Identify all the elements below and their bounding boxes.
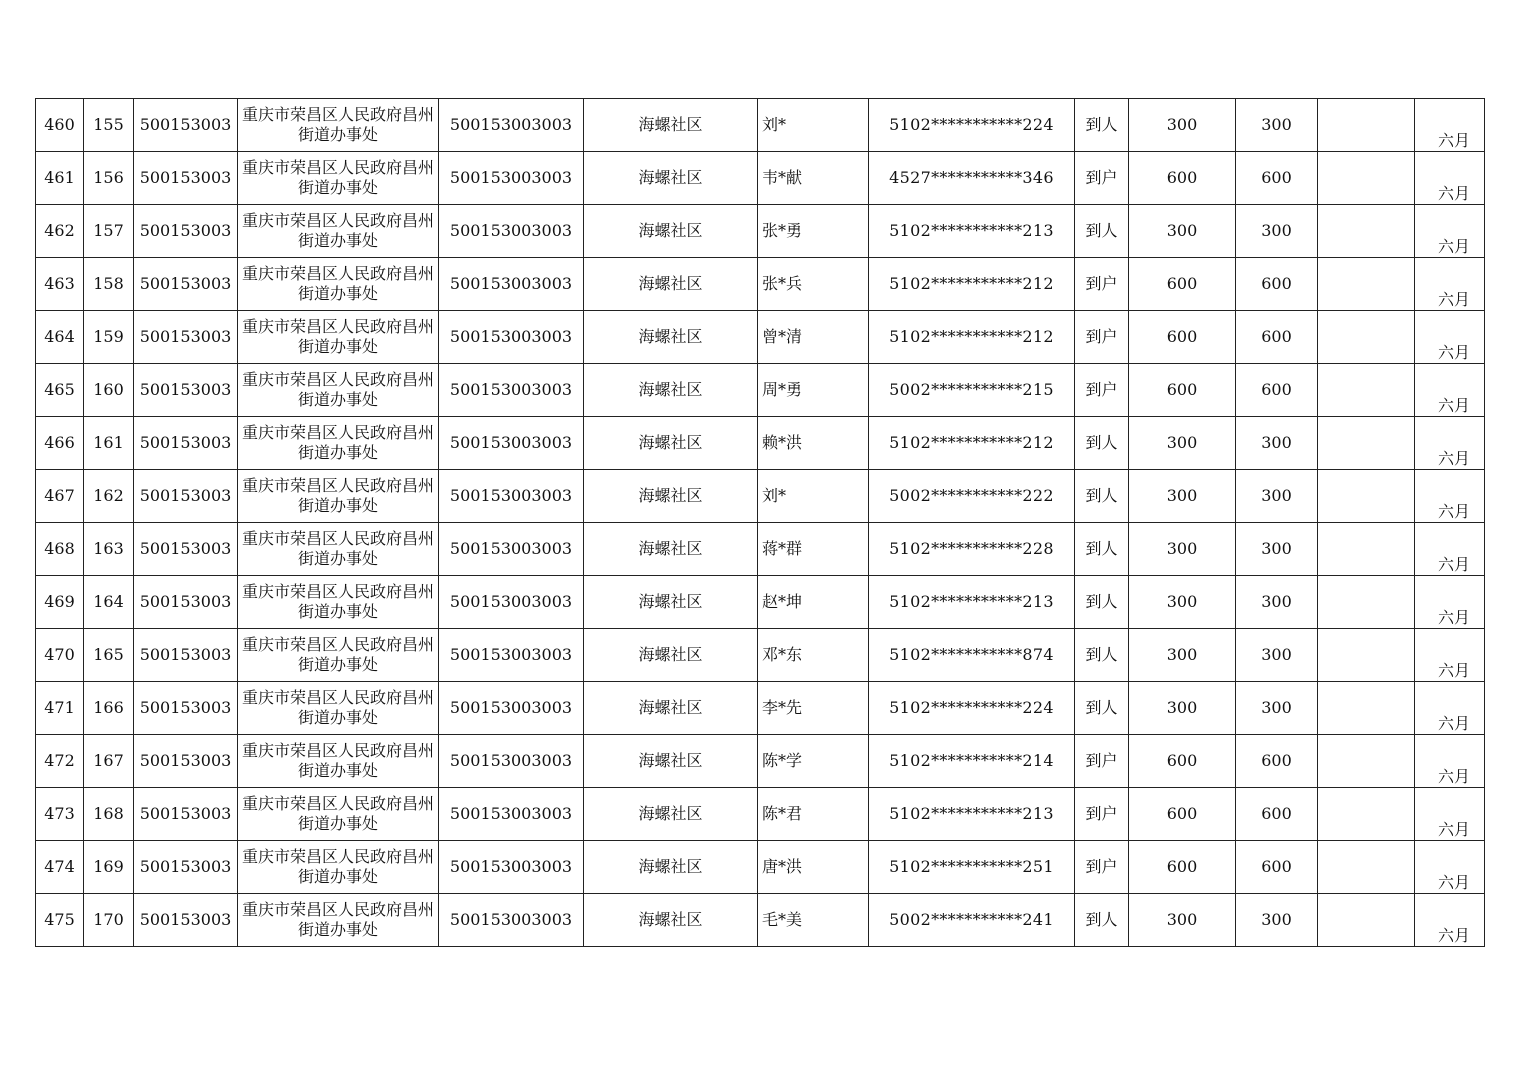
cell-amount: 300: [1129, 894, 1236, 947]
cell-name: 张*兵: [758, 258, 869, 311]
cell-type: 到户: [1075, 311, 1129, 364]
cell-amount: 300: [1129, 629, 1236, 682]
cell-note: [1318, 311, 1415, 364]
cell-id-number: 5102***********874: [869, 629, 1075, 682]
subsidy-table: [35, 98, 1485, 947]
cell-org: 重庆市荣昌区人民政府昌州街道办事处: [238, 470, 439, 523]
cell-id-number: 5102***********212: [869, 258, 1075, 311]
cell-community: 海螺社区: [584, 364, 758, 417]
cell-month: 六月: [1415, 788, 1485, 841]
cell-org: 重庆市荣昌区人民政府昌州街道办事处: [238, 205, 439, 258]
cell-org: 重庆市荣昌区人民政府昌州街道办事处: [238, 417, 439, 470]
cell-amount-total: 600: [1236, 735, 1318, 788]
cell-id-number: 5102***********224: [869, 99, 1075, 152]
cell-amount: 300: [1129, 576, 1236, 629]
cell-name: 陈*学: [758, 735, 869, 788]
cell-seq: 469: [36, 576, 84, 629]
table-row: [36, 417, 1485, 470]
cell-id-number: 5102***********212: [869, 417, 1075, 470]
cell-community: 海螺社区: [584, 99, 758, 152]
cell-note: [1318, 682, 1415, 735]
cell-village-code: 500153003003: [439, 523, 584, 576]
cell-month: 六月: [1415, 841, 1485, 894]
cell-community: 海螺社区: [584, 735, 758, 788]
cell-type: 到人: [1075, 470, 1129, 523]
cell-seq: 470: [36, 629, 84, 682]
cell-name: 蒋*群: [758, 523, 869, 576]
cell-village-code: 500153003003: [439, 364, 584, 417]
cell-no: 170: [84, 894, 134, 947]
cell-name: 邓*东: [758, 629, 869, 682]
table-row: [36, 788, 1485, 841]
table-row: [36, 311, 1485, 364]
cell-no: 158: [84, 258, 134, 311]
table-row: [36, 682, 1485, 735]
table-row: [36, 735, 1485, 788]
cell-org: 重庆市荣昌区人民政府昌州街道办事处: [238, 364, 439, 417]
table-row: [36, 258, 1485, 311]
cell-note: [1318, 629, 1415, 682]
cell-amount-total: 300: [1236, 470, 1318, 523]
cell-code: 500153003: [134, 364, 238, 417]
cell-village-code: 500153003003: [439, 629, 584, 682]
cell-code: 500153003: [134, 99, 238, 152]
cell-no: 162: [84, 470, 134, 523]
cell-no: 163: [84, 523, 134, 576]
cell-org: 重庆市荣昌区人民政府昌州街道办事处: [238, 523, 439, 576]
cell-amount: 600: [1129, 841, 1236, 894]
cell-code: 500153003: [134, 470, 238, 523]
cell-note: [1318, 364, 1415, 417]
cell-amount-total: 600: [1236, 311, 1318, 364]
cell-village-code: 500153003003: [439, 576, 584, 629]
cell-seq: 466: [36, 417, 84, 470]
cell-note: [1318, 152, 1415, 205]
cell-amount: 600: [1129, 364, 1236, 417]
cell-amount-total: 600: [1236, 788, 1318, 841]
cell-no: 159: [84, 311, 134, 364]
cell-id-number: 5102***********213: [869, 788, 1075, 841]
cell-org: 重庆市荣昌区人民政府昌州街道办事处: [238, 894, 439, 947]
cell-id-number: 5002***********215: [869, 364, 1075, 417]
cell-month: 六月: [1415, 417, 1485, 470]
cell-amount: 600: [1129, 735, 1236, 788]
cell-community: 海螺社区: [584, 470, 758, 523]
cell-amount-total: 300: [1236, 99, 1318, 152]
cell-seq: 468: [36, 523, 84, 576]
cell-name: 张*勇: [758, 205, 869, 258]
cell-village-code: 500153003003: [439, 470, 584, 523]
cell-name: 周*勇: [758, 364, 869, 417]
cell-name: 赖*洪: [758, 417, 869, 470]
cell-no: 155: [84, 99, 134, 152]
cell-no: 166: [84, 682, 134, 735]
table-row: [36, 364, 1485, 417]
cell-type: 到户: [1075, 258, 1129, 311]
table-row: [36, 99, 1485, 152]
cell-amount: 600: [1129, 788, 1236, 841]
cell-type: 到人: [1075, 205, 1129, 258]
cell-amount-total: 300: [1236, 894, 1318, 947]
cell-code: 500153003: [134, 311, 238, 364]
cell-village-code: 500153003003: [439, 258, 584, 311]
cell-code: 500153003: [134, 258, 238, 311]
cell-code: 500153003: [134, 629, 238, 682]
cell-type: 到人: [1075, 682, 1129, 735]
cell-code: 500153003: [134, 576, 238, 629]
table-row: [36, 205, 1485, 258]
cell-code: 500153003: [134, 841, 238, 894]
cell-note: [1318, 417, 1415, 470]
table-row: [36, 629, 1485, 682]
cell-amount: 600: [1129, 311, 1236, 364]
cell-type: 到户: [1075, 364, 1129, 417]
cell-type: 到人: [1075, 576, 1129, 629]
cell-code: 500153003: [134, 523, 238, 576]
cell-name: 唐*洪: [758, 841, 869, 894]
cell-type: 到人: [1075, 523, 1129, 576]
cell-org: 重庆市荣昌区人民政府昌州街道办事处: [238, 152, 439, 205]
cell-name: 刘*: [758, 470, 869, 523]
cell-org: 重庆市荣昌区人民政府昌州街道办事处: [238, 311, 439, 364]
cell-community: 海螺社区: [584, 894, 758, 947]
cell-type: 到人: [1075, 417, 1129, 470]
cell-code: 500153003: [134, 788, 238, 841]
cell-id-number: 5102***********251: [869, 841, 1075, 894]
cell-month: 六月: [1415, 470, 1485, 523]
cell-amount-total: 600: [1236, 841, 1318, 894]
cell-amount: 300: [1129, 523, 1236, 576]
cell-village-code: 500153003003: [439, 682, 584, 735]
cell-note: [1318, 99, 1415, 152]
cell-month: 六月: [1415, 629, 1485, 682]
cell-code: 500153003: [134, 152, 238, 205]
cell-id-number: 5102***********213: [869, 576, 1075, 629]
cell-village-code: 500153003003: [439, 417, 584, 470]
cell-seq: 467: [36, 470, 84, 523]
cell-note: [1318, 205, 1415, 258]
cell-village-code: 500153003003: [439, 99, 584, 152]
cell-community: 海螺社区: [584, 841, 758, 894]
cell-village-code: 500153003003: [439, 735, 584, 788]
cell-seq: 460: [36, 99, 84, 152]
cell-org: 重庆市荣昌区人民政府昌州街道办事处: [238, 258, 439, 311]
cell-id-number: 5102***********224: [869, 682, 1075, 735]
cell-community: 海螺社区: [584, 788, 758, 841]
cell-note: [1318, 788, 1415, 841]
cell-name: 陈*君: [758, 788, 869, 841]
cell-name: 刘*: [758, 99, 869, 152]
cell-community: 海螺社区: [584, 682, 758, 735]
cell-seq: 472: [36, 735, 84, 788]
cell-amount-total: 300: [1236, 417, 1318, 470]
cell-month: 六月: [1415, 576, 1485, 629]
cell-id-number: 5002***********241: [869, 894, 1075, 947]
table-row: [36, 470, 1485, 523]
cell-seq: 461: [36, 152, 84, 205]
cell-id-number: 5102***********213: [869, 205, 1075, 258]
cell-seq: 473: [36, 788, 84, 841]
table-row: [36, 894, 1485, 947]
cell-village-code: 500153003003: [439, 841, 584, 894]
cell-code: 500153003: [134, 735, 238, 788]
cell-no: 160: [84, 364, 134, 417]
cell-type: 到人: [1075, 894, 1129, 947]
cell-community: 海螺社区: [584, 576, 758, 629]
cell-seq: 463: [36, 258, 84, 311]
cell-type: 到户: [1075, 735, 1129, 788]
cell-village-code: 500153003003: [439, 311, 584, 364]
cell-month: 六月: [1415, 735, 1485, 788]
cell-month: 六月: [1415, 205, 1485, 258]
cell-amount: 300: [1129, 417, 1236, 470]
cell-amount-total: 300: [1236, 682, 1318, 735]
cell-village-code: 500153003003: [439, 205, 584, 258]
cell-org: 重庆市荣昌区人民政府昌州街道办事处: [238, 682, 439, 735]
cell-org: 重庆市荣昌区人民政府昌州街道办事处: [238, 99, 439, 152]
cell-amount-total: 300: [1236, 576, 1318, 629]
cell-amount-total: 300: [1236, 629, 1318, 682]
cell-month: 六月: [1415, 682, 1485, 735]
cell-note: [1318, 841, 1415, 894]
cell-org: 重庆市荣昌区人民政府昌州街道办事处: [238, 735, 439, 788]
cell-village-code: 500153003003: [439, 152, 584, 205]
cell-community: 海螺社区: [584, 629, 758, 682]
cell-type: 到户: [1075, 152, 1129, 205]
cell-community: 海螺社区: [584, 258, 758, 311]
cell-month: 六月: [1415, 258, 1485, 311]
cell-no: 167: [84, 735, 134, 788]
cell-seq: 474: [36, 841, 84, 894]
cell-code: 500153003: [134, 205, 238, 258]
cell-seq: 464: [36, 311, 84, 364]
cell-community: 海螺社区: [584, 523, 758, 576]
table-row: [36, 152, 1485, 205]
cell-amount: 600: [1129, 258, 1236, 311]
cell-note: [1318, 258, 1415, 311]
cell-code: 500153003: [134, 417, 238, 470]
cell-org: 重庆市荣昌区人民政府昌州街道办事处: [238, 576, 439, 629]
cell-id-number: 5102***********228: [869, 523, 1075, 576]
cell-community: 海螺社区: [584, 152, 758, 205]
table-body: [36, 99, 1485, 947]
cell-note: [1318, 523, 1415, 576]
cell-name: 毛*美: [758, 894, 869, 947]
cell-amount: 300: [1129, 99, 1236, 152]
cell-note: [1318, 735, 1415, 788]
cell-no: 168: [84, 788, 134, 841]
cell-amount-total: 300: [1236, 205, 1318, 258]
cell-no: 157: [84, 205, 134, 258]
cell-org: 重庆市荣昌区人民政府昌州街道办事处: [238, 788, 439, 841]
cell-name: 李*先: [758, 682, 869, 735]
cell-type: 到户: [1075, 788, 1129, 841]
cell-code: 500153003: [134, 682, 238, 735]
cell-seq: 471: [36, 682, 84, 735]
cell-community: 海螺社区: [584, 311, 758, 364]
cell-code: 500153003: [134, 894, 238, 947]
table-row: [36, 523, 1485, 576]
cell-id-number: 5102***********214: [869, 735, 1075, 788]
cell-month: 六月: [1415, 894, 1485, 947]
cell-amount: 300: [1129, 682, 1236, 735]
cell-no: 169: [84, 841, 134, 894]
cell-name: 曾*清: [758, 311, 869, 364]
cell-type: 到人: [1075, 629, 1129, 682]
cell-org: 重庆市荣昌区人民政府昌州街道办事处: [238, 629, 439, 682]
cell-amount: 300: [1129, 205, 1236, 258]
cell-month: 六月: [1415, 152, 1485, 205]
cell-note: [1318, 576, 1415, 629]
cell-month: 六月: [1415, 523, 1485, 576]
cell-community: 海螺社区: [584, 205, 758, 258]
table-row: [36, 576, 1485, 629]
cell-name: 韦*献: [758, 152, 869, 205]
cell-id-number: 5002***********222: [869, 470, 1075, 523]
cell-amount: 300: [1129, 470, 1236, 523]
cell-note: [1318, 470, 1415, 523]
cell-amount-total: 300: [1236, 523, 1318, 576]
cell-month: 六月: [1415, 364, 1485, 417]
cell-month: 六月: [1415, 311, 1485, 364]
cell-amount-total: 600: [1236, 258, 1318, 311]
cell-type: 到户: [1075, 841, 1129, 894]
cell-seq: 462: [36, 205, 84, 258]
cell-no: 156: [84, 152, 134, 205]
cell-no: 164: [84, 576, 134, 629]
cell-type: 到人: [1075, 99, 1129, 152]
cell-seq: 465: [36, 364, 84, 417]
cell-no: 161: [84, 417, 134, 470]
cell-community: 海螺社区: [584, 417, 758, 470]
cell-name: 赵*坤: [758, 576, 869, 629]
cell-note: [1318, 894, 1415, 947]
cell-village-code: 500153003003: [439, 788, 584, 841]
cell-amount-total: 600: [1236, 152, 1318, 205]
cell-id-number: 5102***********212: [869, 311, 1075, 364]
cell-no: 165: [84, 629, 134, 682]
cell-org: 重庆市荣昌区人民政府昌州街道办事处: [238, 841, 439, 894]
cell-amount-total: 600: [1236, 364, 1318, 417]
cell-seq: 475: [36, 894, 84, 947]
table-row: [36, 841, 1485, 894]
cell-id-number: 4527***********346: [869, 152, 1075, 205]
cell-village-code: 500153003003: [439, 894, 584, 947]
cell-amount: 600: [1129, 152, 1236, 205]
cell-month: 六月: [1415, 99, 1485, 152]
